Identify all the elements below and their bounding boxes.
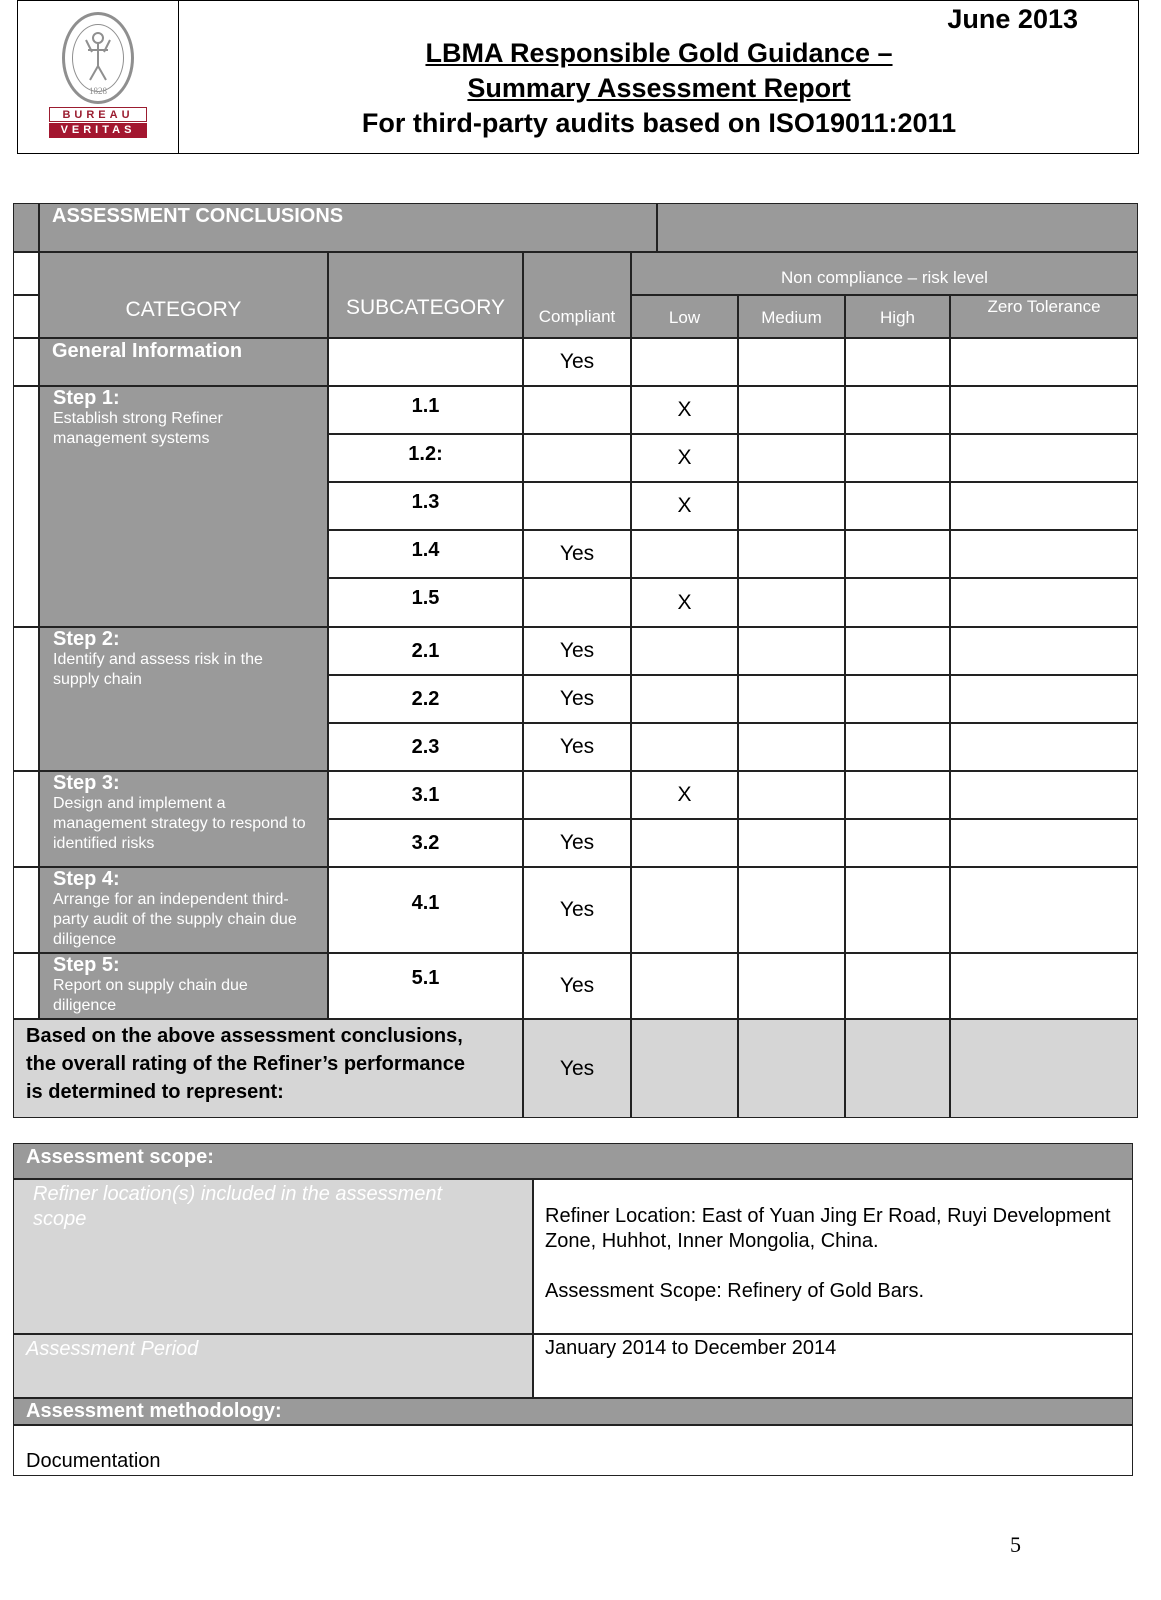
seal-figure-icon xyxy=(82,30,114,84)
subcategory-cell: 1.5 xyxy=(328,578,523,627)
medium-cell xyxy=(738,627,845,675)
zero-tolerance-header: Zero Tolerance xyxy=(950,295,1138,338)
refiner-locations-value xyxy=(533,1179,1133,1334)
zero-tolerance-cell xyxy=(950,771,1138,819)
low-cell xyxy=(631,627,738,675)
step-2-title: Step 2: xyxy=(53,628,120,650)
high-cell xyxy=(845,386,950,434)
subcategory-cell: 3.2 xyxy=(328,819,523,867)
low-cell xyxy=(631,867,738,953)
medium-cell xyxy=(738,723,845,771)
medium-cell xyxy=(738,530,845,578)
left-strip-cell xyxy=(13,953,39,1019)
compliant-cell: Yes xyxy=(523,627,631,675)
table-cell xyxy=(950,338,1138,386)
overall-rating-line-1: Based on the above assessment conclusions, xyxy=(26,1025,463,1047)
low-header: Low xyxy=(631,295,738,338)
zero-tolerance-cell xyxy=(950,953,1138,1019)
overall-high-cell xyxy=(845,1019,950,1118)
left-strip-cell xyxy=(13,338,39,386)
compliant-cell xyxy=(523,771,631,819)
step-3-description: Design and implement a management strategy to respond to identified risks xyxy=(53,795,306,852)
assessment-methodology-value: Documentation xyxy=(13,1425,1133,1476)
medium-cell xyxy=(738,578,845,627)
high-cell xyxy=(845,434,950,482)
step-2-description: Identify and assess risk in the supply chain xyxy=(53,651,263,688)
step-5-title: Step 5: xyxy=(53,954,120,976)
zero-tolerance-cell xyxy=(950,723,1138,771)
subcategory-cell: 1.3 xyxy=(328,482,523,530)
subcategory-cell: 3.1 xyxy=(328,771,523,819)
left-strip-cell xyxy=(13,627,39,771)
compliant-cell: Yes xyxy=(523,953,631,1019)
step-2-category xyxy=(39,627,328,771)
subcategory-cell: 4.1 xyxy=(328,867,523,953)
compliant-cell xyxy=(523,386,631,434)
general-information-compliant: Yes xyxy=(523,338,631,386)
step-3-title: Step 3: xyxy=(53,772,120,794)
general-information-sub xyxy=(328,338,523,386)
left-strip-cell xyxy=(13,386,39,627)
left-strip-cell xyxy=(13,203,39,252)
section-title: ASSESSMENT CONCLUSIONS xyxy=(39,203,657,252)
step-1-category xyxy=(39,386,328,627)
compliant-cell: Yes xyxy=(523,867,631,953)
general-information-label: General Information xyxy=(39,338,328,386)
compliant-cell: Yes xyxy=(523,819,631,867)
assessment-methodology-title: Assessment methodology: xyxy=(13,1398,1133,1425)
assessment-period-value: January 2014 to December 2014 xyxy=(533,1334,1133,1398)
medium-cell xyxy=(738,819,845,867)
compliant-header: Compliant xyxy=(523,252,631,338)
low-cell xyxy=(631,953,738,1019)
subcategory-cell: 1.4 xyxy=(328,530,523,578)
left-strip-cell xyxy=(13,771,39,867)
zero-tolerance-cell xyxy=(950,578,1138,627)
low-cell: X xyxy=(631,578,738,627)
refiner-locations-label: Refiner location(s) included in the assessment scope xyxy=(13,1179,533,1334)
step-1-description: Establish strong Refiner management systems xyxy=(53,410,223,447)
subcategory-cell: 2.2 xyxy=(328,675,523,723)
compliant-cell xyxy=(523,482,631,530)
medium-cell xyxy=(738,953,845,1019)
compliant-cell: Yes xyxy=(523,675,631,723)
zero-tolerance-cell xyxy=(950,482,1138,530)
table-cell xyxy=(845,338,950,386)
logo-word-bureau: BUREAU xyxy=(49,107,147,122)
medium-cell xyxy=(738,434,845,482)
low-cell xyxy=(631,530,738,578)
high-header: High xyxy=(845,295,950,338)
overall-compliant-cell: Yes xyxy=(523,1019,631,1118)
high-cell xyxy=(845,578,950,627)
zero-tolerance-cell xyxy=(950,530,1138,578)
report-date: June 2013 xyxy=(947,4,1078,34)
low-cell xyxy=(631,723,738,771)
zero-tolerance-cell xyxy=(950,675,1138,723)
logo-word-veritas: VERITAS xyxy=(49,123,147,138)
compliant-cell xyxy=(523,434,631,482)
subcategory-header: SUBCATEGORY xyxy=(328,252,523,338)
refiner-location-text: Refiner Location: East of Yuan Jing Er Road, Ruyi Development Zone, Huhhot, Inner Mongolia, China. xyxy=(545,1205,1111,1252)
report-title-line-2: Summary Assessment Report xyxy=(467,73,851,103)
high-cell xyxy=(845,675,950,723)
high-cell xyxy=(845,953,950,1019)
overall-zero-tolerance-cell xyxy=(950,1019,1138,1118)
section-title-blank xyxy=(657,203,1138,252)
low-cell: X xyxy=(631,386,738,434)
subcategory-cell: 2.1 xyxy=(328,627,523,675)
report-title-line-1: LBMA Responsible Gold Guidance – xyxy=(425,38,893,68)
subcategory-cell: 1.1 xyxy=(328,386,523,434)
step-5-category xyxy=(39,953,328,1019)
zero-tolerance-cell xyxy=(950,386,1138,434)
table-cell xyxy=(738,338,845,386)
non-compliance-header: Non compliance – risk level xyxy=(631,252,1138,295)
step-4-description: Arrange for an independent third-party audit of the supply chain due diligence xyxy=(53,891,297,948)
category-header: CATEGORY xyxy=(39,252,328,338)
high-cell xyxy=(845,723,950,771)
compliant-cell xyxy=(523,578,631,627)
high-cell xyxy=(845,771,950,819)
compliant-cell: Yes xyxy=(523,530,631,578)
medium-cell xyxy=(738,482,845,530)
zero-tolerance-cell xyxy=(950,867,1138,953)
medium-cell xyxy=(738,771,845,819)
zero-tolerance-cell xyxy=(950,434,1138,482)
high-cell xyxy=(845,627,950,675)
low-cell xyxy=(631,819,738,867)
seal-year: 1828 xyxy=(89,86,107,96)
medium-header: Medium xyxy=(738,295,845,338)
medium-cell xyxy=(738,867,845,953)
medium-cell xyxy=(738,386,845,434)
high-cell xyxy=(845,867,950,953)
subcategory-cell: 1.2: xyxy=(328,434,523,482)
overall-low-cell xyxy=(631,1019,738,1118)
table-cell xyxy=(631,338,738,386)
subcategory-cell: 5.1 xyxy=(328,953,523,1019)
high-cell xyxy=(845,482,950,530)
overall-rating-statement xyxy=(13,1019,523,1118)
assessment-period-label: Assessment Period xyxy=(13,1334,533,1398)
left-strip-cell xyxy=(13,252,39,295)
high-cell xyxy=(845,530,950,578)
page-number: 5 xyxy=(1010,1532,1021,1557)
zero-tolerance-cell xyxy=(950,627,1138,675)
overall-rating-line-3: is determined to represent: xyxy=(26,1081,284,1103)
zero-tolerance-cell xyxy=(950,819,1138,867)
step-4-category xyxy=(39,867,328,953)
step-3-category xyxy=(39,771,328,867)
overall-medium-cell xyxy=(738,1019,845,1118)
step-4-title: Step 4: xyxy=(53,868,120,890)
compliant-cell: Yes xyxy=(523,723,631,771)
low-cell: X xyxy=(631,482,738,530)
report-title-line-3: For third-party audits based on ISO19011:2011 xyxy=(361,108,957,138)
high-cell xyxy=(845,819,950,867)
low-cell: X xyxy=(631,771,738,819)
low-cell: X xyxy=(631,434,738,482)
assessment-scope-text: Assessment Scope: Refinery of Gold Bars. xyxy=(545,1280,925,1302)
subcategory-cell: 2.3 xyxy=(328,723,523,771)
assessment-scope-title: Assessment scope: xyxy=(13,1143,1133,1179)
step-5-description: Report on supply chain due diligence xyxy=(53,977,248,1014)
left-strip-cell xyxy=(13,295,39,338)
medium-cell xyxy=(738,675,845,723)
left-strip-cell xyxy=(13,867,39,953)
low-cell xyxy=(631,675,738,723)
overall-rating-line-2: the overall rating of the Refiner’s performance xyxy=(26,1053,465,1075)
step-1-title: Step 1: xyxy=(53,387,120,409)
